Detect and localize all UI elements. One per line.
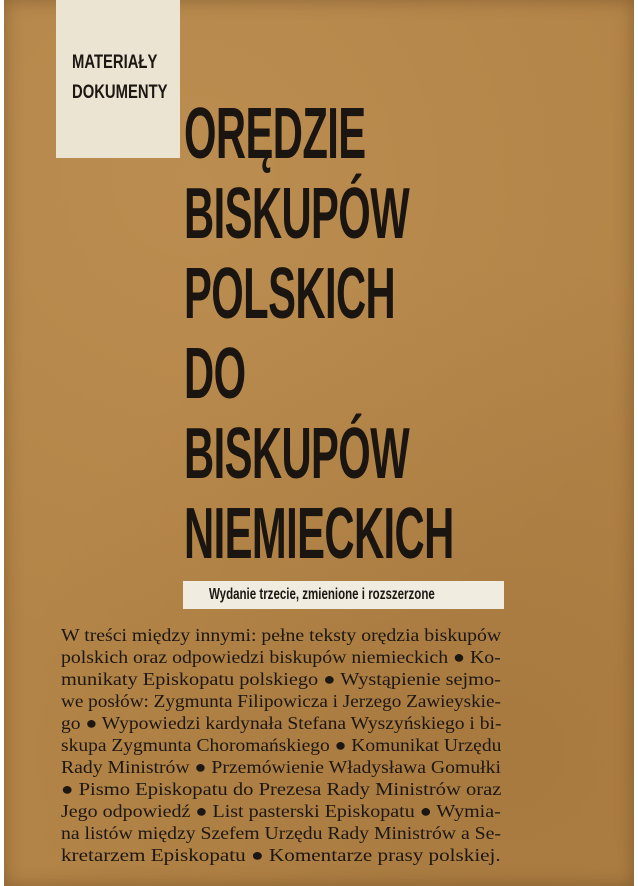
title-line-3: POLSKICH — [184, 254, 396, 334]
edition-note: Wydanie trzecie, zmienione i rozszerzone — [209, 586, 435, 603]
contents-line: munikaty Episkopatu polskiego ● Wystąpienie sejmo- — [61, 669, 501, 689]
series-label-box — [56, 0, 180, 158]
series-name-line-1: MATERIAŁY — [72, 52, 158, 73]
series-name-line-2: DOKUMENTY — [72, 82, 168, 103]
contents-line: Jego odpowiedź ● List pasterski Episkopatu ● Wymia- — [61, 801, 501, 821]
title-line-5: BISKUPÓW — [184, 414, 410, 494]
contents-line: go ● Wypowiedzi kardynała Stefana Wyszyńskiego i bi- — [61, 713, 502, 733]
title-line-6: NIEMIECKICH — [184, 494, 454, 574]
contents-line: ● Pismo Episkopatu do Prezesa Rady Ministrów oraz — [61, 779, 502, 799]
contents-line: kretarzem Episkopatu ● Komentarze prasy polskiej. — [61, 845, 501, 865]
contents-line: we posłów: Zygmunta Filipowicza i Jerzego Zawieyskie- — [61, 691, 501, 711]
contents-line: W treści między innymi: pełne teksty orędzia biskupów — [61, 625, 502, 645]
contents-line: skupa Zygmunta Choromańskiego ● Komunikat Urzędu — [61, 735, 502, 755]
contents-line: polskich oraz odpowiedzi biskupów niemieckich ● Ko- — [61, 647, 501, 667]
contents-line: Rady Ministrów ● Przemówienie Władysława Gomułki — [61, 757, 501, 777]
title-line-1: ORĘDZIE — [184, 94, 366, 174]
contents-line: na listów między Szefem Urzędu Rady Ministrów a Se- — [61, 823, 501, 843]
title-line-2: BISKUPÓW — [184, 174, 410, 254]
title-line-4: DO — [184, 334, 246, 414]
